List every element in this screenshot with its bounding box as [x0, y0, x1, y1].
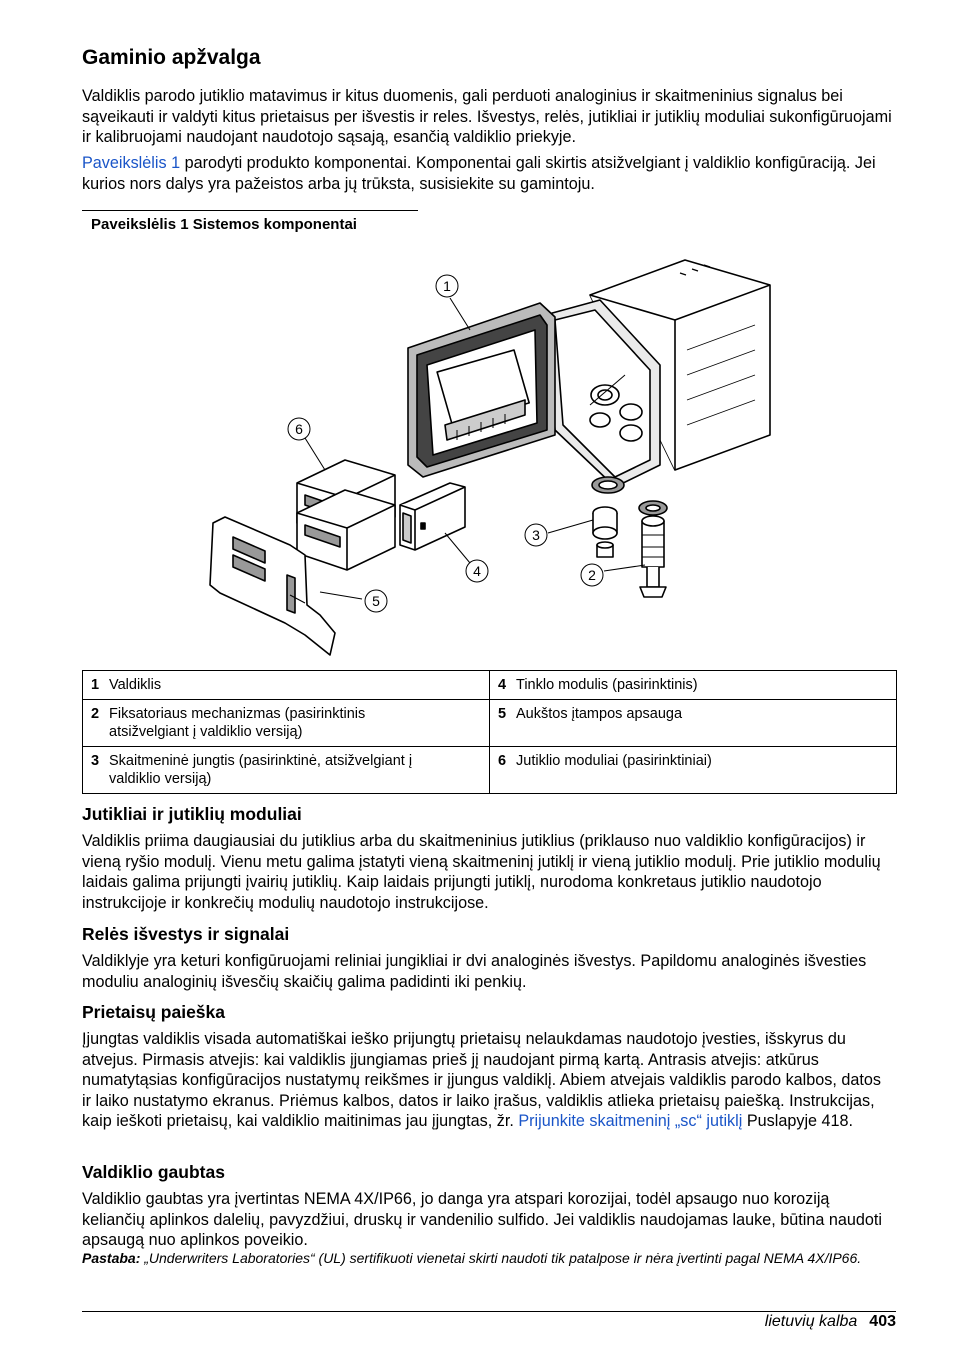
callout-5-label: 5 — [372, 593, 380, 609]
intro-paragraph-2-text: parodyti produkto komponentai. Komponentai gali skirtis atsižvelgiant į valdiklio konfigūraciją. Jei kurios nors dalys yra pažeistos arba jų trūksta, susisiekite su gamintoju. — [82, 154, 876, 193]
callout-6-label: 6 — [295, 421, 303, 437]
footer-rule — [82, 1311, 896, 1312]
section-text-relays: Valdiklyje yra keturi konfigūruojami reliniai jungikliai ir dvi analoginės išvestys. Papildomu analoginės išvesties moduliu analoginių išvesčių skaičių galima padidinti iki penkių. — [82, 952, 867, 991]
figure-caption: Paveikslėlis 1 Sistemos komponentai — [91, 216, 357, 233]
callout-3-label: 3 — [532, 527, 540, 543]
legend-item: 1 Valdiklis — [83, 671, 490, 700]
intro-paragraph: Valdiklis parodo jutiklio matavimus ir kitus duomenis, gali perduoti analoginius ir skaitmeninius signalus bei sąveikauti ir valdyti kitus prietaisus per išvestis ir reles. Išvestys, relės, jutikliai ir jutiklių moduliai sukonfigūruojami ir kalibruojami naudojant naudotojo sąsają, esančią valdiklio priekyje. — [82, 87, 892, 147]
table-row — [83, 671, 897, 700]
intro-paragraph-2 — [82, 153, 894, 194]
legend-item: 3 Skaitmeninė jungtis (pasirinktinė, atsižvelgiant į valdiklio versiją) — [83, 747, 490, 794]
section-text-sensors: Valdiklis priima daugiausiai du jutiklius arba du skaitmeninius jutiklius (priklauso nuo valdiklio konfigūracijos) ir vieną ryšio modulį. Vienu metu galima įstatyti vieną skaitmeninį jutiklį ir vieną jutiklio modulį. Prie jutiklio modulių laidais galima prijungti įvairių jutiklių. Kaip laidais prijungti jutiklį, nurodoma konkretaus jutiklio naudotojo instrukcijoje ir konkrečių modulių naudotojo instrukcijose. — [82, 832, 881, 912]
page-title: Gaminio apžvalga — [82, 46, 261, 69]
section-heading-sensors: Jutikliai ir jutiklių moduliai — [82, 804, 302, 824]
section-heading-device-scan: Prietaisų paieška — [82, 1002, 225, 1022]
digital-connector — [592, 477, 624, 557]
connect-sensor-link[interactable]: Prijunkite skaitmeninį „sc“ jutiklį — [518, 1112, 743, 1131]
caption-rule — [82, 210, 418, 211]
section-heading-enclosure: Valdiklio gaubtas — [82, 1162, 225, 1182]
section-heading-relays: Relės išvestys ir signalai — [82, 924, 290, 944]
legend-item: 5 Aukštos įtampos apsauga — [490, 700, 897, 747]
table-row — [83, 700, 897, 747]
controller-door — [408, 303, 555, 477]
section-text-enclosure: Valdiklio gaubtas yra įvertintas NEMA 4X/IP66, jo danga yra atspari korozijai, todėl apsaugo nuo koroziją keliančių aplinkos dalelių, pavyzdžiui, druskų ir vandenilio sulfido. Jei valdiklis naudojamas lauke, būtina naudoti apsaugą nuo aplinkos poveikio. — [82, 1190, 882, 1250]
callout-2-label: 2 — [588, 567, 596, 583]
page-number: 403 — [869, 1313, 896, 1330]
legend-item: 4 Tinklo modulis (pasirinktinis) — [490, 671, 897, 700]
footer — [765, 1313, 896, 1331]
note — [82, 1250, 894, 1267]
figure-link[interactable]: Paveikslėlis 1 — [82, 154, 181, 172]
system-components-illustration — [195, 255, 785, 660]
sensor-modules — [297, 460, 395, 570]
legend-item: 6 Jutiklio moduliai (pasirinktiniai) — [490, 747, 897, 794]
footer-language: lietuvių kalba — [764, 1313, 858, 1330]
callout-4-label: 4 — [473, 563, 481, 579]
network-module — [400, 483, 465, 550]
callout-1-label: 1 — [443, 278, 451, 294]
section-text-device-scan: Įjungtas valdiklis visada automatiškai ieško prijungtų prietaisų nelaukdamas naudotojo įvesties, išskyrus du atvejus. Pirmasis atvejis: kai valdiklis įjungiamas prieš jį naudojant pirmą kartą. Antrasis atvejis: atkūrus numatytąsias konfigūracijos nustatymų reikšmes ir įjungus valdiklį. Abiem atvejais valdiklis parodo kalbos, datos ir laiko nustatymo ekranus. Priėmus kalbos, datos ir laiko įrašus, valdiklis atlieka prietaisų paiešką. Instrukcijas, kaip ieškoti prietaisų, kai valdiklio maitinimas jau įjungtas, žr. Prijunkite skaitmeninį „sc“ jutiklį Puslapyje 418. — [82, 1030, 881, 1131]
fixing-mechanism — [639, 501, 667, 597]
table-row — [83, 747, 897, 794]
note-label: Pastaba: — [82, 1250, 141, 1266]
legend-table — [82, 670, 897, 794]
note-text: „Underwriters Laboratories“ (UL) sertifikuoti vienetai skirti naudoti tik patalpose ir nėra įvertinti pagal NEMA 4X/IP66. — [140, 1250, 862, 1266]
legend-item: 2 Fiksatoriaus mechanizmas (pasirinktinis atsižvelgiant į valdiklio versiją) — [83, 700, 490, 747]
